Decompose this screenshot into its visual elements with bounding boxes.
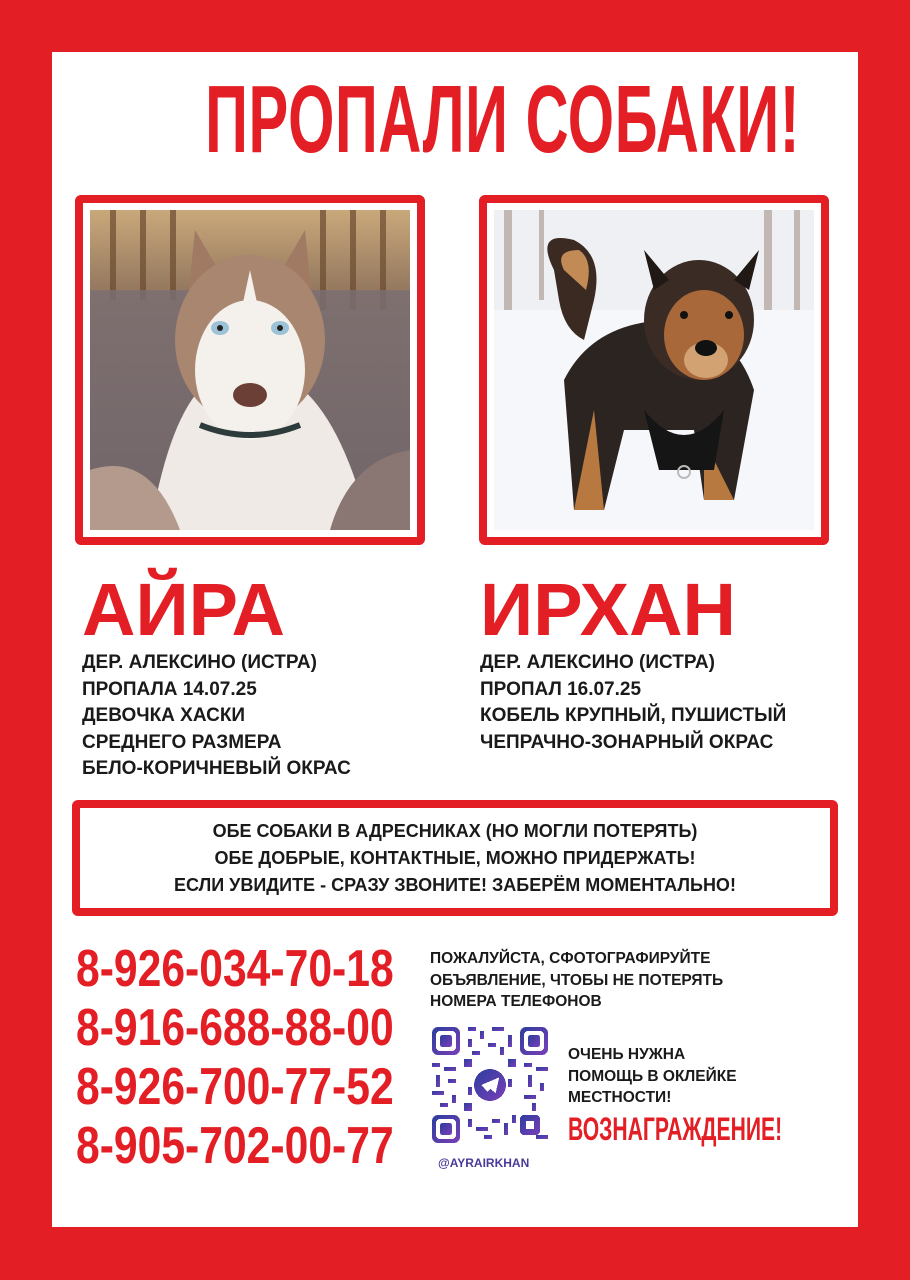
poster-title: ПРОПАЛИ СОБАКИ! bbox=[205, 66, 801, 173]
dog-name-ayra: АЙРА bbox=[82, 568, 285, 651]
photo-request-text bbox=[430, 948, 723, 1013]
help-line: ПОМОЩЬ В ОКЛЕЙКЕ bbox=[568, 1067, 737, 1085]
reward-text: ВОЗНАГРАЖДЕНИЕ! bbox=[568, 1111, 783, 1147]
phone-number[interactable]: 8-916-688-88-00 bbox=[76, 999, 394, 1057]
detail-line: ПРОПАЛА 14.07.25 bbox=[82, 678, 257, 700]
photo-request-line: НОМЕРА ТЕЛЕФОНОВ bbox=[430, 993, 602, 1010]
detail-line: ПРОПАЛ 16.07.25 bbox=[480, 678, 642, 700]
phone-number[interactable]: 8-905-702-00-77 bbox=[76, 1117, 394, 1175]
phone-number[interactable]: 8-926-034-70-18 bbox=[76, 940, 394, 998]
detail-line: СРЕДНЕГО РАЗМЕРА bbox=[82, 731, 282, 753]
dog-photo-frame-irkhan bbox=[479, 195, 829, 545]
dog-photo-frame-ayra bbox=[75, 195, 425, 545]
phone-number[interactable]: 8-926-700-77-52 bbox=[76, 1058, 394, 1116]
notice-box bbox=[72, 800, 838, 916]
detail-line: ДЕР. АЛЕКСИНО (ИСТРА) bbox=[480, 652, 715, 673]
shepherd-dog-photo-icon bbox=[494, 210, 814, 530]
detail-line: ДЕР. АЛЕКСИНО (ИСТРА) bbox=[82, 652, 317, 673]
photo-request-line: ПОЖАЛУЙСТА, СФОТОГРАФИРУЙТЕ bbox=[430, 950, 711, 967]
telegram-handle[interactable]: @AYRAIRKHAN bbox=[438, 1156, 530, 1170]
help-line: МЕСТНОСТИ! bbox=[568, 1089, 672, 1106]
phone-list bbox=[76, 940, 463, 1176]
help-line: ОЧЕНЬ НУЖНА bbox=[568, 1046, 686, 1063]
poster-sheet bbox=[52, 52, 858, 1227]
detail-line: ДЕВОЧКА ХАСКИ bbox=[82, 705, 246, 726]
detail-line: КОБЕЛЬ КРУПНЫЙ, ПУШИСТЫЙ bbox=[480, 705, 787, 726]
husky-photo-icon bbox=[90, 210, 410, 530]
dog-name-irkhan: ИРХАН bbox=[480, 568, 736, 651]
detail-line: ЧЕПРАЧНО-ЗОНАРНЫЙ ОКРАС bbox=[480, 731, 774, 753]
photo-request-line: ОБЪЯВЛЕНИЕ, ЧТОБЫ НЕ ПОТЕРЯТЬ bbox=[430, 971, 724, 989]
dog-details-ayra bbox=[82, 650, 351, 783]
telegram-qr-code-icon[interactable] bbox=[432, 1027, 548, 1143]
detail-line: БЕЛО-КОРИЧНЕВЫЙ ОКРАС bbox=[82, 758, 351, 779]
dog-details-irkhan bbox=[480, 650, 786, 756]
notice-line: ОБЕ ДОБРЫЕ, КОНТАКТНЫЕ, МОЖНО ПРИДЕРЖАТЬ! bbox=[214, 847, 696, 868]
help-request-text bbox=[568, 1044, 737, 1109]
notice-line: ЕСЛИ УВИДИТЕ - СРАЗУ ЗВОНИТЕ! ЗАБЕРЁМ МОМЕНТАЛЬНО! bbox=[174, 874, 736, 895]
notice-line: ОБЕ СОБАКИ В АДРЕСНИКАХ (НО МОГЛИ ПОТЕРЯТЬ) bbox=[212, 820, 698, 841]
